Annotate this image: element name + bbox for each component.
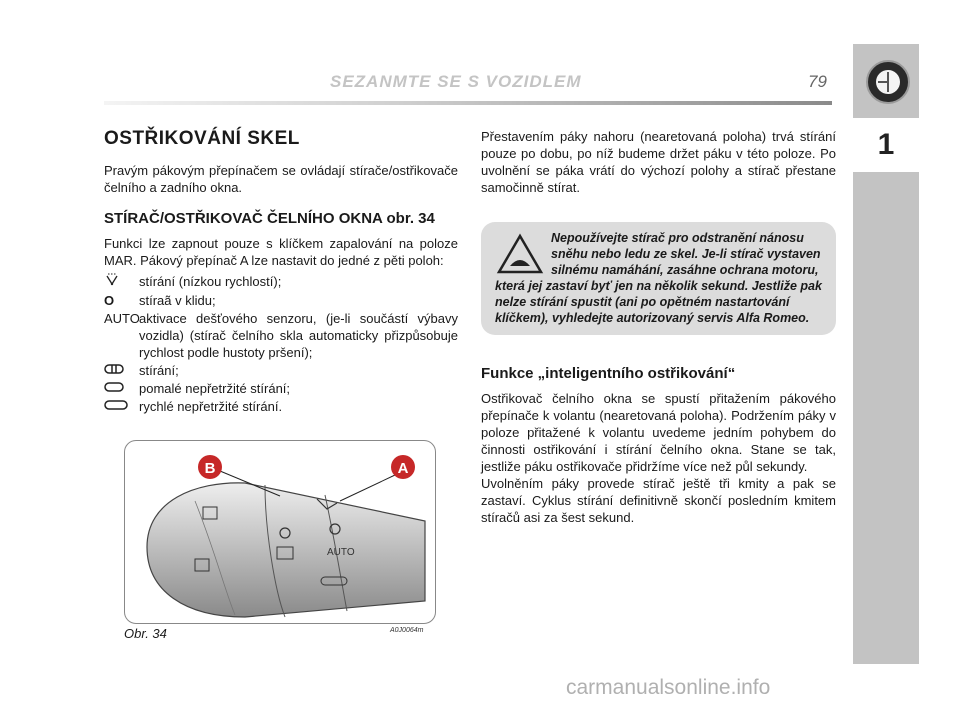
intermittent-wipe-icon: [104, 362, 139, 379]
wiper-lever-illustration: [125, 441, 435, 623]
watermark: carmanualsonline.info: [566, 676, 771, 699]
list-item: [104, 398, 458, 415]
lever-figure: [124, 440, 436, 624]
release-lever-text: Uvolněním páky provede stírač ještě tři kmity a pak se zastaví. Cyklus stírání definitivně skončí posledním kmitem stíračů asi za šest sekund.: [481, 476, 836, 525]
header-title: SEZANMTE SE S VOZIDLEM: [330, 72, 582, 91]
mode-text: aktivace dešťového senzoru, (je-li součástí výbavy vozidla) (stírač čelního skla automaticky přizpůsobuje rychlost podle hustoty pršení);: [139, 311, 458, 360]
callout-label-a: A: [397, 460, 409, 477]
fast-wipe-icon: [104, 398, 139, 415]
windscreen-wiper-subtitle: STÍRAČ/OSTŘIKOVAČ ČELNÍHO OKNA obr. 34: [104, 210, 435, 227]
list-item: [104, 292, 458, 309]
mode-symbol: AUTO: [104, 311, 140, 326]
chapter-number: 1: [877, 128, 895, 161]
warning-text: Nepoužívejte stírač pro odstranění nánosu sněhu nebo ledu ze skel. Je-li stírač vystaven silnému namáhání, zasáhne ochrana motoru, která jej zastaví byť jen na několik sekund. Jestliže pak nelze stírání spustit (ani po opětném nastartování klíčkem), vyhledejte autorizovaný servis Alfa Romeo.: [495, 231, 822, 325]
figure-code: A0J0064m: [390, 627, 424, 634]
figure-caption: Obr. 34: [124, 626, 167, 641]
smart-washing-subtitle: Funkce „inteligentního ostřikování“: [481, 365, 736, 382]
mode-list: [104, 273, 458, 415]
mode-text: stíraã v klidu;: [139, 293, 216, 308]
warning-triangle-icon: [495, 232, 545, 276]
chapter-tab[interactable]: [853, 118, 919, 172]
list-item: [104, 310, 458, 361]
list-item: [104, 273, 458, 291]
section-title: OSTŘIKOVÁNÍ SKEL: [104, 128, 300, 149]
header-rule: [104, 101, 832, 105]
mode-text: rychlé nepřetržité stírání.: [139, 399, 283, 414]
list-item: [104, 362, 458, 379]
mode-text: pomalé nepřetržité stírání;: [139, 381, 291, 396]
single-wipe-icon: [104, 273, 139, 291]
warning-box: [481, 222, 836, 335]
list-item: [104, 380, 458, 397]
alfa-romeo-logo-icon: [866, 60, 910, 104]
smart-washing-text: Ostřikovač čelního okna se spustí přitažením pákového přepínače k volantu (nearetovaná poloha). Podržením páky v poloze přitažené k volantu uvedeme jedním pohybem do činnosti ostřikování i stírání čelního okna. Stane se tak, jestliže páku ostřikovače přidržíme více než půl sekundy.: [481, 391, 836, 474]
positions-text: Funkci lze zapnout pouze s klíčkem zapalování na poloze MAR. Pákový přepínač A lze nastavit do jedné z pěti poloh:: [104, 236, 458, 268]
mode-symbol: O: [104, 293, 115, 308]
page-number: 79: [808, 72, 827, 91]
intro-text: Pravým pákovým přepínačem se ovládají stírače/ostřikovače čelního a zadního okna.: [104, 163, 458, 195]
mode-text: stírání (nízkou rychlostí);: [139, 274, 282, 289]
mode-text: stírání;: [139, 363, 179, 378]
slow-wipe-icon: [104, 380, 139, 397]
right-column: [481, 128, 836, 526]
left-column: [104, 128, 458, 416]
callout-label-b: B: [204, 460, 216, 477]
auto-label: AUTO: [327, 547, 355, 558]
lever-up-text: Přestavením páky nahoru (nearetovaná poloha) trvá stírání pouze po dobu, po níž budeme držet páku v této poloze. Po uvolnění se páka vrátí do výchozí polohy a stírač přestane samočinně stírat.: [481, 129, 836, 195]
